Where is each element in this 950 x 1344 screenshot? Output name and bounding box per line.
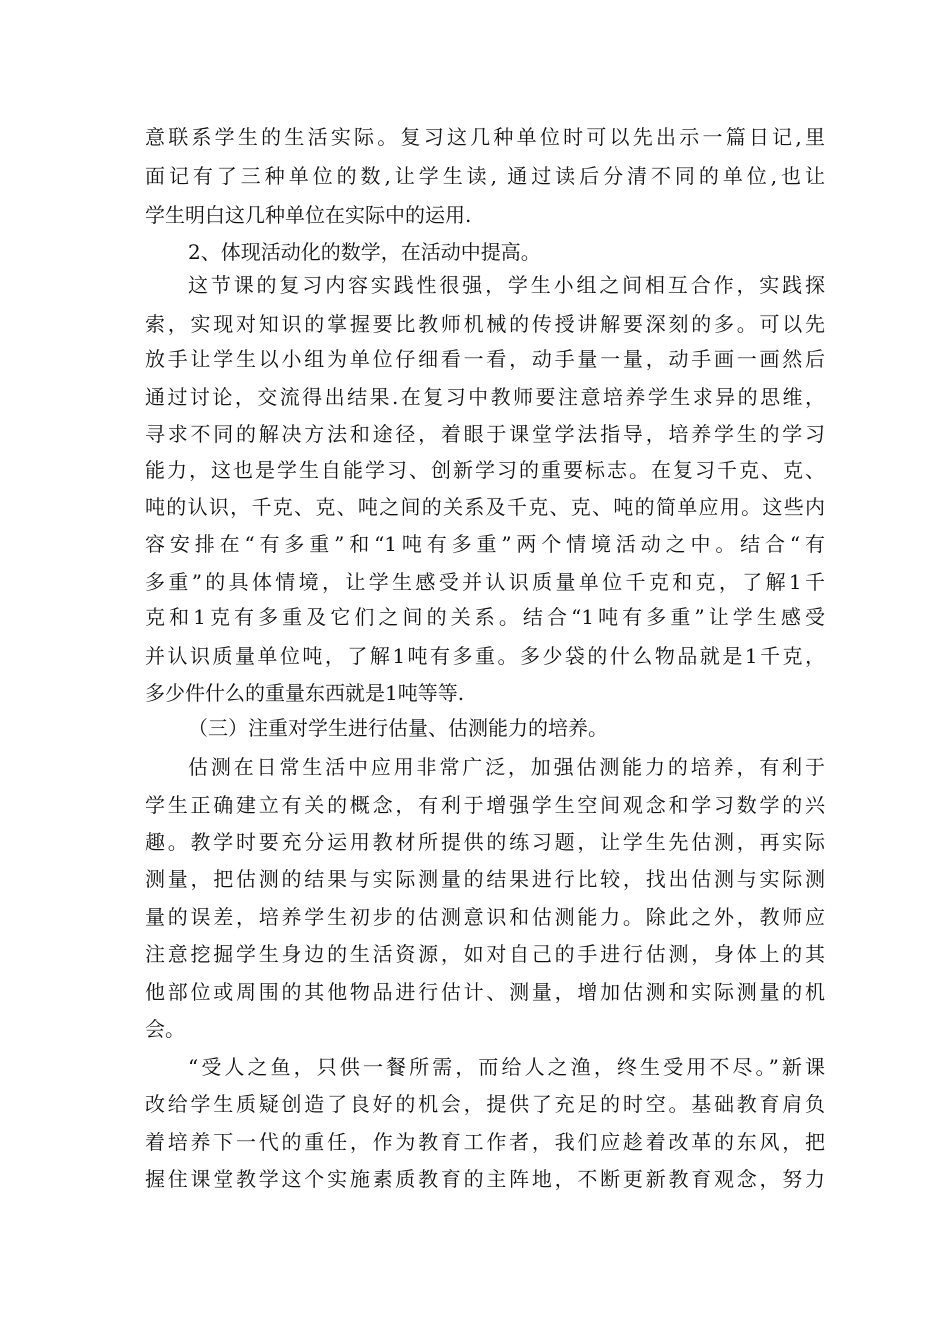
text-line: 量的误差，培养学生初步的估测意识和估测能力。除此之外，教师应 [145,905,825,929]
text-line: 吨的认识，千克、克、吨之间的关系及千克、克、吨的简单应用。这些内 [145,495,825,519]
text-line: 能力，这也是学生自能学习、创新学习的重要标志。在复习千克、克、 [145,458,825,482]
text-line: 学生明白这几种单位在实际中的运用. [145,203,472,227]
text-line: 放手让学生以小组为单位仔细看一看，动手量一量，动手画一画然后 [145,347,825,371]
text-line: 意联系学生的生活实际。复习这几种单位时可以先出示一篇日记,里 [145,125,825,149]
text-line: “受人之鱼，只供一餐所需，而给人之渔，终生受用不尽。”新课 [188,1055,825,1079]
text-line: 这节课的复习内容实践性很强，学生小组之间相互合作，实践探 [188,273,825,297]
text-line: 面记有了三种单位的数,让学生读, 通过读后分清不同的单位,也让 [145,164,825,188]
text-line: 趣。教学时要充分运用教材所提供的练习题，让学生先估测，再实际 [145,830,825,854]
text-line: 着培养下一代的重任，作为教育工作者，我们应趁着改革的东风，把 [145,1130,825,1154]
text-line: 通过讨论，交流得出结果.在复习中教师要注意培养学生求异的思维， [145,385,825,409]
text-line: 并认识质量单位吨，了解1吨有多重。多少袋的什么物品就是1千克， [145,644,825,668]
text-line: 索，实现对知识的掌握要比教师机械的传授讲解要深刻的多。可以先 [145,312,825,336]
text-line: 估测在日常生活中应用非常广泛，加强估测能力的培养，有利于 [188,755,825,779]
text-line: 容安排在“有多重”和“1吨有多重”两个情境活动之中。结合“有 [145,532,825,556]
text-line: 学生正确建立有关的概念，有利于增强学生空间观念和学习数学的兴 [145,793,825,817]
text-line: 注意挖掘学生身边的生活资源，如对自己的手进行估测，身体上的其 [145,942,825,966]
text-line: 测量，把估测的结果与实际测量的结果进行比较，找出估测与实际测 [145,867,825,891]
section-heading: 2、体现活动化的数学，在活动中提高。 [188,240,541,264]
text-line: 克和1克有多重及它们之间的关系。结合“1吨有多重”让学生感受 [145,605,825,629]
section-heading: （三）注重对学生进行估量、估测能力的培养。 [188,716,608,740]
text-line: 寻求不同的解决方法和途径，着眼于课堂学法指导，培养学生的学习 [145,422,825,446]
text-line: 握住课堂教学这个实施素质教育的主阵地，不断更新教育观念，努力 [145,1167,825,1191]
text-line: 他部位或周围的其他物品进行估计、测量，增加估测和实际测量的机 [145,980,825,1004]
text-line: 多重”的具体情境，让学生感受并认识质量单位千克和克，了解1千 [145,570,825,594]
text-line: 会。 [145,1017,185,1041]
text-line: 改给学生质疑创造了良好的机会，提供了充足的时空。基础教育肩负 [145,1092,825,1116]
text-line: 多少件什么的重量东西就是1吨等等. [145,681,465,705]
